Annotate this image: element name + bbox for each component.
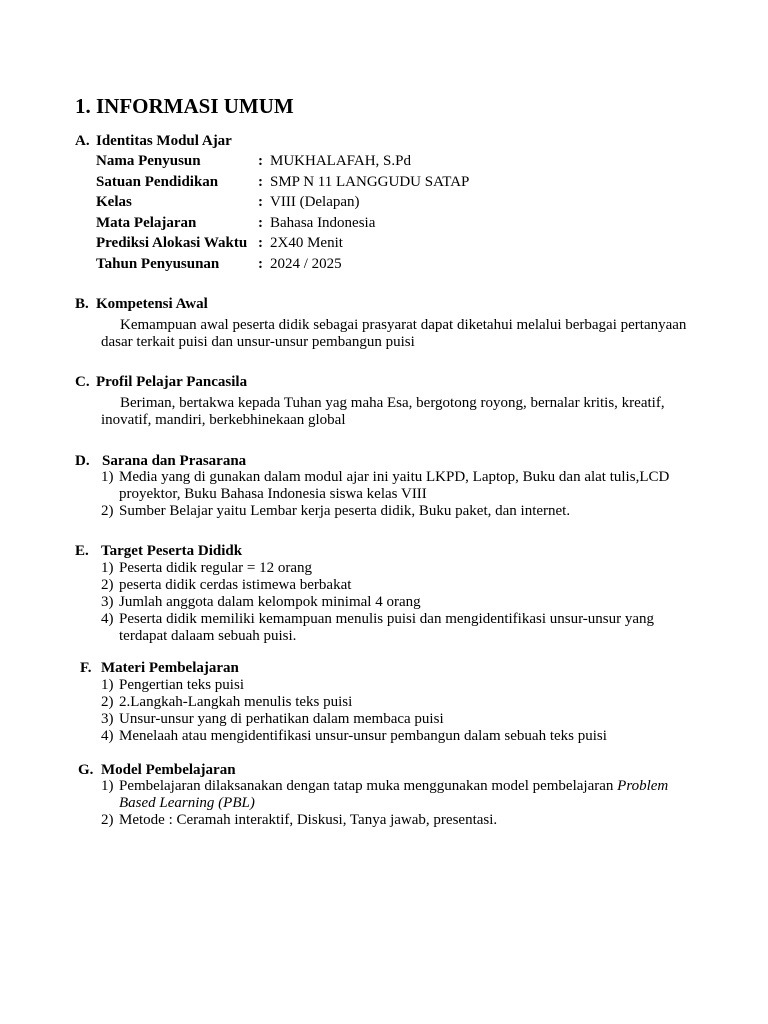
section-title: Sarana dan Prasarana	[102, 453, 247, 469]
identity-key: Kelas	[96, 194, 132, 210]
section-letter: E.	[75, 543, 89, 559]
identity-value: SMP N 11 LANGGUDU SATAP	[270, 174, 470, 190]
section-letter: G.	[78, 762, 94, 778]
section-title: Model Pembelajaran	[101, 762, 236, 778]
identity-row	[96, 194, 360, 211]
list-item: 2) Sumber Belajar yaitu Lembar kerja peserta didik, Buku paket, dan internet.	[101, 503, 571, 519]
section-sarana-heading	[75, 453, 246, 470]
section-title: Kompetensi Awal	[96, 296, 208, 312]
section-letter: D.	[75, 453, 90, 469]
identity-colon: :	[258, 174, 263, 190]
identity-colon: :	[258, 256, 263, 272]
list-item: 1) Media yang di gunakan dalam modul ajar ini yaitu LKPD, Laptop, Buku dan alat tulis,LCD proyektor, Buku Bahasa Indonesia siswa kelas VIII	[101, 469, 670, 502]
page-title: 1. INFORMASI UMUM	[75, 94, 294, 118]
paragraph-text: Beriman, bertakwa kepada Tuhan yag maha Esa, bergotong royong, bernalar kritis, kreatif, inovatif, mandiri, berkebhinekaan global	[101, 395, 665, 428]
section-materi-heading	[80, 660, 239, 677]
section-letter: C.	[75, 374, 90, 390]
identity-key: Prediksi Alokasi Waktu	[96, 235, 248, 251]
identity-colon: :	[258, 235, 263, 251]
paragraph-text: Kemampuan awal peserta didik sebagai prasyarat dapat diketahui melalui berbagai pertanyaan dasar terkait puisi dan unsur-unsur pembangun puisi	[101, 317, 687, 350]
section-title: Target Peserta Dididk	[101, 543, 243, 559]
list-item: 3) Jumlah anggota dalam kelompok minimal 4 orang	[101, 594, 421, 610]
identity-value: VIII (Delapan)	[270, 194, 360, 210]
materi-list	[101, 677, 701, 745]
identity-key: Nama Penyusun	[96, 153, 201, 169]
section-kompetensi-heading	[75, 296, 208, 313]
model-list	[101, 778, 701, 829]
list-item: 1) Peserta didik regular = 12 orang	[101, 560, 312, 576]
section-letter: F.	[80, 660, 92, 676]
section-profil-heading	[75, 374, 247, 391]
section-model-heading	[78, 762, 236, 779]
list-item: 2) 2.Langkah-Langkah menulis teks puisi	[101, 694, 353, 710]
identity-colon: :	[258, 194, 263, 210]
identity-row	[96, 215, 375, 232]
sarana-list	[101, 469, 701, 520]
list-item: 1) Pembelajaran dilaksanakan dengan tatap muka menggunakan model pembelajaran Problem Based Learning (PBL)	[101, 778, 669, 811]
section-title: Identitas Modul Ajar	[96, 133, 232, 149]
identity-key: Satuan Pendidikan	[96, 174, 219, 190]
section-title: Profil Pelajar Pancasila	[96, 374, 248, 390]
section-target-heading	[75, 543, 242, 560]
target-list	[101, 560, 701, 645]
section-identitas-heading	[75, 133, 232, 150]
list-item: 4) Peserta didik memiliki kemampuan menulis puisi dan mengidentifikasi unsur-unsur yang terdapat dalaam sebuah puisi.	[101, 611, 655, 644]
section-title: Materi Pembelajaran	[101, 660, 239, 676]
identity-value: MUKHALAFAH, S.Pd	[270, 153, 411, 169]
list-item: 3) Unsur-unsur yang di perhatikan dalam membaca puisi	[101, 711, 444, 727]
list-item: 2) peserta didik cerdas istimewa berbakat	[101, 577, 352, 593]
identity-key: Tahun Penyusunan	[96, 256, 220, 272]
identity-value: Bahasa Indonesia	[270, 215, 376, 231]
identity-key: Mata Pelajaran	[96, 215, 197, 231]
identity-row	[96, 153, 411, 170]
identity-row	[96, 256, 342, 273]
list-item: 4) Menelaah atau mengidentifikasi unsur-unsur pembangun dalam sebuah teks puisi	[101, 728, 607, 744]
identity-row	[96, 174, 469, 191]
identity-value: 2X40 Menit	[270, 235, 343, 251]
identity-row	[96, 235, 343, 252]
list-item: 2) Metode : Ceramah interaktif, Diskusi, Tanya jawab, presentasi.	[101, 812, 498, 828]
italic-term: Problem Based Learning (PBL)	[119, 778, 669, 811]
section-letter: A.	[75, 133, 90, 149]
profil-text	[101, 395, 701, 429]
kompetensi-text	[101, 317, 701, 351]
list-item: 1) Pengertian teks puisi	[101, 677, 244, 693]
identity-value: 2024 / 2025	[270, 256, 342, 272]
identity-colon: :	[258, 215, 263, 231]
section-letter: B.	[75, 296, 89, 312]
identity-colon: :	[258, 153, 263, 169]
